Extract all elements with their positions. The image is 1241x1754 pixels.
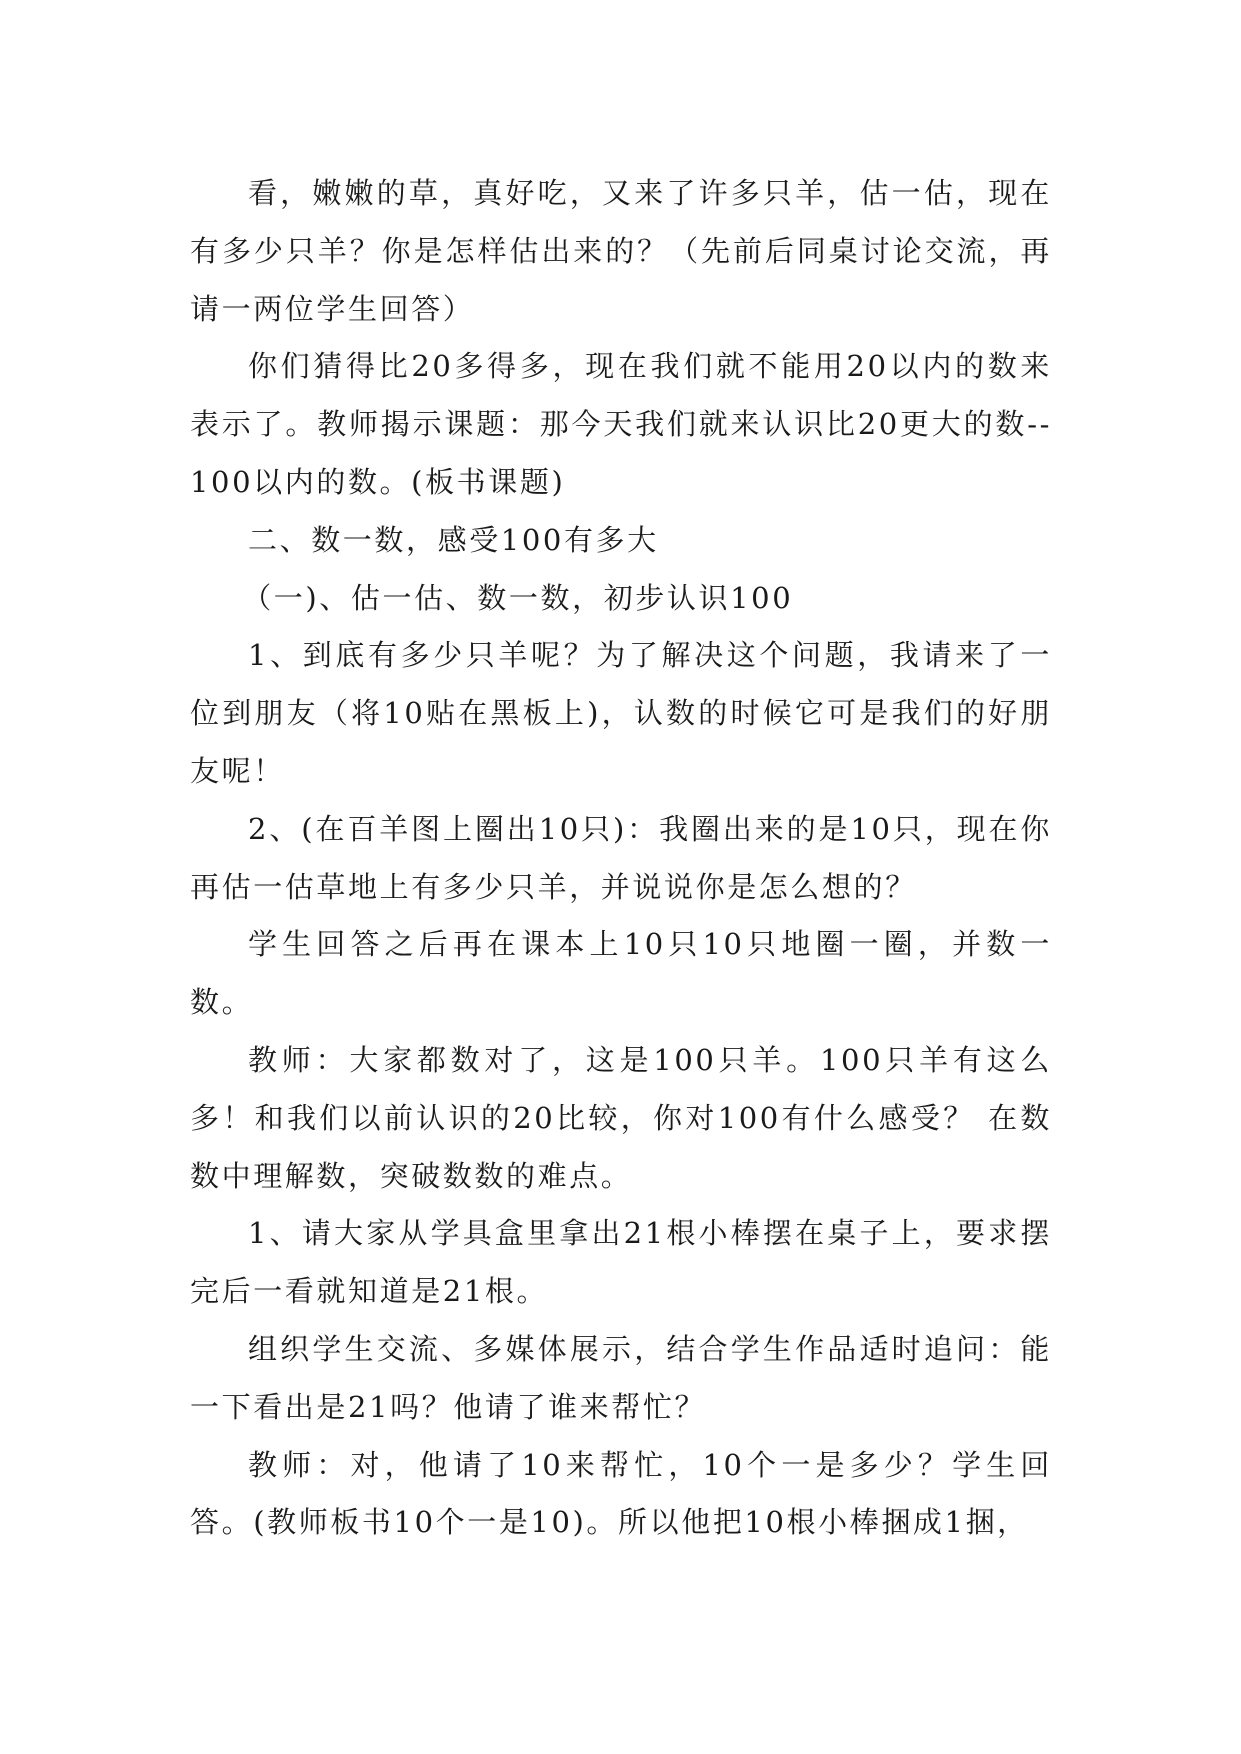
paragraph-estimate-sheep: 看，嫩嫩的草，真好吃，又来了许多只羊，估一估，现在有多少只羊？你是怎样估出来的？（先前后同桌讨论交流，再请一两位学生回答） xyxy=(190,176,1052,326)
paragraph-teacher-100-sheep: 教师：大家都数对了，这是100只羊。100只羊有这么多！和我们以前认识的20比较，你对100有什么感受？ 在数数中理解数，突破数数的难点。 xyxy=(190,1042,1052,1193)
section-heading-count-100: 二、数一数，感受100有多大 xyxy=(248,522,659,557)
paragraph-topic-reveal: 你们猜得比20多得多，现在我们就不能用20以内的数来表示了。教师揭示课题：那今天我们就来认识比20更大的数--100以内的数。(板书课题) xyxy=(190,349,1052,499)
paragraph-step-1-21-sticks: 1、请大家从学具盒里拿出21根小棒摆在桌子上，要求摆完后一看就知道是21根。 xyxy=(190,1216,1052,1309)
paragraph-teacher-bundle-10: 教师：对，他请了10来帮忙，10个一是多少？学生回答。(教师板书10个一是10)。所以他把10根小棒捆成1捆， xyxy=(190,1447,1052,1540)
paragraph-exchange-display: 组织学生交流、多媒体展示，结合学生作品适时追问：能一下看出是21吗？他请了谁来帮忙？ xyxy=(190,1331,1052,1424)
paragraph-student-circle-count: 学生回答之后再在课本上10只10只地圈一圈，并数一数。 xyxy=(190,927,1052,1020)
paragraph-step-1-friend-10: 1、到底有多少只羊呢？为了解决这个问题，我请来了一位到朋友（将10贴在黑板上)，认数的时候它可是我们的好朋友呢！ xyxy=(190,638,1052,788)
subsection-heading-estimate-count: （一)、估一估、数一数，初步认识100 xyxy=(242,580,794,615)
document-body xyxy=(190,165,1052,1552)
paragraph-step-2-circle-10: 2、(在百羊图上圈出10只)：我圈出来的是10只，现在你再估一估草地上有多少只羊，并说说你是怎么想的？ xyxy=(190,811,1052,904)
